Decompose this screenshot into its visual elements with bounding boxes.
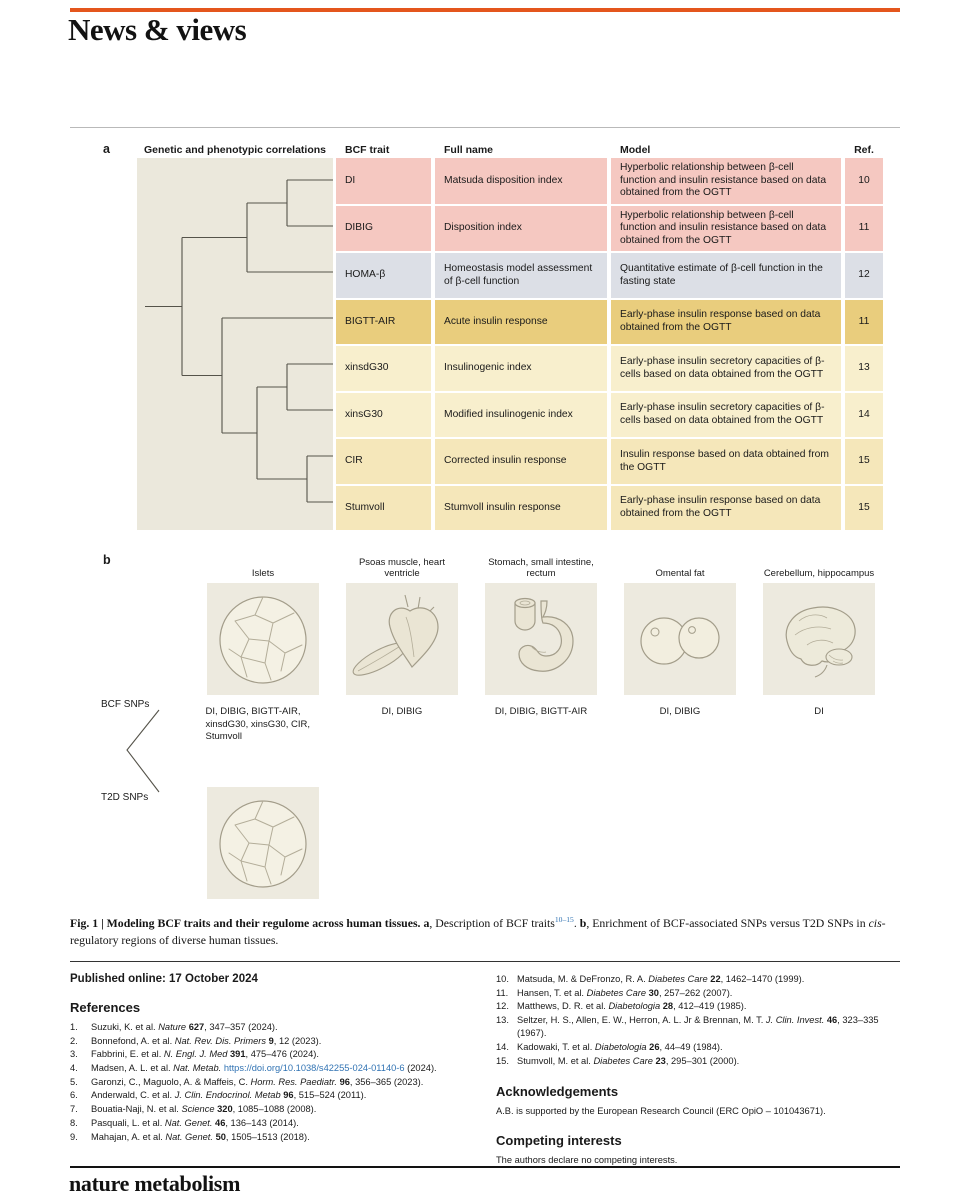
text-run: 320 (217, 1104, 233, 1115)
acknowledgements-heading: Acknowledgements (496, 1083, 619, 1099)
reference-text (91, 1063, 437, 1073)
column-header-bcf-trait: BCF trait (345, 144, 390, 156)
text-run: , Enrichment of BCF-associated SNPs versus T2D SNPs in (586, 916, 869, 930)
dendrogram-title: Genetic and phenotypic correlations (143, 144, 327, 156)
cell-full: Homeostasis model assessment of β-cell function (435, 253, 607, 298)
reference-number: 14. (496, 1041, 509, 1052)
text-run: . (573, 916, 580, 930)
table-header-row (336, 144, 883, 156)
reference-text (91, 1022, 278, 1032)
figure-panel-b (70, 552, 900, 914)
text-run: N. Engl. J. Med (163, 1049, 228, 1060)
text-run: Garonzi, C., Maguolo, A. & Maffeis, C. (91, 1076, 251, 1087)
doi-link[interactable]: https://doi.org/10.1038/s42255-024-01140-6 (223, 1063, 405, 1074)
reference-text (91, 1036, 321, 1046)
figure-panel-a (70, 139, 900, 535)
reference-text (517, 1056, 739, 1066)
text-run: Horm. Res. Paediatr. (250, 1076, 337, 1087)
cell-model: Quantitative estimate of β-cell function in the fasting state (611, 253, 841, 298)
text-run: 50 (215, 1131, 226, 1142)
text-run: , 1505–1513 (2018). (225, 1131, 310, 1142)
cell-full: Modified insulinogenic index (435, 393, 607, 438)
reference-text (517, 1015, 879, 1038)
reference-number: 2. (70, 1035, 78, 1046)
text-run: Stumvoll, M. et al. (517, 1055, 594, 1066)
reference-text (91, 1077, 423, 1087)
reference-number: 15. (496, 1055, 509, 1066)
tissue-card (346, 583, 458, 695)
section-masthead: News & views (68, 12, 247, 47)
text-run: Nat. Metab. (173, 1063, 222, 1074)
t2d-snps-label: T2D SNPs (101, 792, 149, 803)
text-run: 22 (710, 974, 721, 984)
text-run: J. Clin. Endocrinol. Metab (174, 1090, 281, 1101)
reference-text (91, 1118, 299, 1128)
published-online: Published online: 17 October 2024 (70, 973, 258, 985)
text-run: , 356–365 (2023). (349, 1076, 424, 1087)
reference-item (496, 1014, 900, 1040)
bcf-table-row (336, 206, 883, 252)
text-run: Nat. Genet. (164, 1117, 213, 1128)
tissue-column (346, 552, 458, 744)
reference-number: 13. (496, 1015, 509, 1026)
text-run: , 257–262 (2007). (658, 987, 733, 998)
tissue-traits: DI, DIBIG, BIGTT-AIR (494, 706, 588, 717)
reference-number: 6. (70, 1090, 78, 1101)
text-run: 46 (826, 1015, 838, 1026)
cell-model: Early-phase insulin secretory capacities of β-cells based on data obtained from the OGTT (611, 346, 841, 391)
tissue-column (485, 552, 597, 744)
reference-number: 7. (70, 1104, 78, 1115)
text-run: 28 (662, 1001, 674, 1012)
reference-text (517, 974, 804, 984)
references-list-left (70, 1021, 474, 1144)
figure-caption (70, 915, 898, 949)
tissue-name: Cerebellum, hippocampus (763, 568, 875, 580)
text-run: Diabetes Care (593, 1055, 653, 1066)
text-run: 30 (648, 987, 659, 998)
text-run: Bouatia-Naji, N. et al. (91, 1104, 182, 1115)
text-run: Diabetes Care (586, 987, 647, 998)
column-header-full-name: Full name (444, 144, 494, 156)
tissue-column (207, 552, 319, 744)
bcf-table-row (336, 486, 883, 531)
text-run: Hansen, T. et al. (517, 987, 587, 998)
published-rule (70, 961, 900, 962)
cell-trait: CIR (336, 439, 431, 484)
cell-ref: 10 (845, 158, 883, 204)
reference-item (496, 1055, 900, 1068)
text-run: a (423, 916, 430, 930)
back-matter-left-column (70, 973, 474, 1171)
text-run: Nat. Rev. Dis. Primers (174, 1035, 267, 1046)
text-run: , 323–335 (1967). (517, 1015, 879, 1039)
fat-icon (624, 583, 736, 695)
cell-trait: xinsdG30 (336, 346, 431, 391)
t2d-islet-card (207, 787, 319, 899)
text-run: 96 (339, 1076, 350, 1087)
reference-text (517, 1001, 746, 1011)
cell-ref: 15 (845, 486, 883, 531)
cell-model: Early-phase insulin response based on data obtained from the OGTT (611, 300, 841, 345)
cell-model: Hyperbolic relationship between β-cell function and insulin resistance based on data obtained from the OGTT (611, 158, 841, 204)
text-run: Madsen, A. L. et al. (91, 1063, 174, 1074)
citation-superscript-link[interactable]: 10–15 (554, 915, 574, 925)
reference-item (70, 1035, 474, 1048)
cell-ref: 12 (845, 253, 883, 298)
tissue-columns (207, 552, 875, 744)
islet-icon (207, 583, 319, 695)
reference-item (70, 1103, 474, 1116)
back-matter (70, 973, 900, 1171)
reference-item (70, 1062, 474, 1075)
competing-interests-heading: Competing interests (496, 1133, 622, 1148)
reference-number: 4. (70, 1063, 78, 1074)
text-run: , Description of BCF traits (429, 916, 555, 930)
text-run: Nature (158, 1022, 187, 1032)
tissue-name: Stomach, small intestine, rectum (488, 556, 594, 580)
reference-number: 12. (496, 1001, 509, 1012)
text-run: 391 (230, 1049, 246, 1060)
cell-ref: 15 (845, 439, 883, 484)
reference-text (91, 1132, 310, 1142)
text-run: b (579, 916, 587, 930)
cell-trait: DI (336, 158, 431, 204)
text-run: 96 (283, 1090, 294, 1101)
references-heading: References (70, 1000, 141, 1015)
text-run: Matsuda, M. & DeFronzo, R. A. (517, 974, 649, 984)
reference-item (496, 973, 900, 986)
bcf-table-row (336, 253, 883, 298)
text-run: J. Clin. Invest. (765, 1015, 825, 1026)
text-run: , 1462–1470 (1999). (720, 974, 805, 984)
cell-full: Acute insulin response (435, 300, 607, 345)
text-run: Nat. Genet. (165, 1131, 213, 1142)
cell-trait: xinsG30 (336, 393, 431, 438)
text-run: Mahajan, A. et al. (91, 1131, 166, 1142)
text-run: Matthews, D. R. et al. (517, 1001, 609, 1012)
reference-text (91, 1049, 319, 1059)
reference-number: 10. (496, 974, 509, 984)
tissue-traits: DI, DIBIG (381, 706, 423, 717)
cell-full: Corrected insulin response (435, 439, 607, 484)
reference-item (70, 1089, 474, 1102)
cell-model: Early-phase insulin secretory capacities of β-cells based on data obtained from the OGTT (611, 393, 841, 438)
text-run: Diabetes Care (648, 974, 708, 984)
bcf-table-row (336, 158, 883, 204)
text-run: Seltzer, H. S., Allen, E. W., Herron, A. L. Jr & Brennan, M. T. (517, 1015, 766, 1026)
text-run: Anderwald, C. et al. (91, 1090, 175, 1101)
brain-icon (763, 583, 875, 695)
tissue-name: Omental fat (655, 568, 705, 580)
cell-full: Matsuda disposition index (435, 158, 607, 204)
cell-trait: DIBIG (336, 206, 431, 252)
text-run: 9 (268, 1035, 274, 1046)
tissue-card (485, 583, 597, 695)
text-run: (2024). (404, 1063, 437, 1074)
reference-item (70, 1076, 474, 1089)
reference-item (70, 1021, 474, 1034)
cell-full: Insulinogenic index (435, 346, 607, 391)
reference-number: 3. (70, 1049, 78, 1060)
cell-ref: 11 (845, 300, 883, 345)
reference-item (496, 1041, 900, 1054)
acknowledgements-text: A.B. is supported by the European Research Council (ERC OpiO – 101043671). (496, 1105, 826, 1116)
islet-icon (207, 787, 319, 899)
text-run: , 1085–1088 (2008). (232, 1104, 317, 1115)
column-header-model: Model (620, 144, 651, 156)
reference-item (70, 1048, 474, 1061)
text-run: Fig. 1 | Modeling BCF traits and their regulome across human tissues. (70, 916, 424, 930)
dendrogram-panel (137, 158, 333, 530)
bcf-snps-label: BCF SNPs (101, 699, 150, 710)
dendrogram-tree-icon (137, 158, 333, 530)
text-run: , 475–476 (2024). (245, 1049, 319, 1060)
text-run: 23 (655, 1055, 666, 1066)
tissue-column (624, 552, 736, 744)
panel-b-label: b (103, 553, 111, 567)
bcf-table-row (336, 300, 883, 345)
reference-item (496, 1000, 900, 1013)
figure-top-rule (70, 127, 900, 128)
text-run: Pasquali, L. et al. (91, 1117, 165, 1128)
text-run: Diabetologia (594, 1041, 647, 1052)
column-header-ref: Ref. (854, 144, 874, 156)
reference-item (70, 1117, 474, 1130)
footer-rule (70, 1166, 900, 1168)
text-run: 627 (188, 1022, 205, 1032)
tissue-column (763, 552, 875, 744)
bcf-trait-table (336, 158, 883, 530)
text-run: Suzuki, K. et al. (91, 1022, 159, 1032)
cell-model: Insulin response based on data obtained from the OGTT (611, 439, 841, 484)
cell-model: Hyperbolic relationship between β-cell function and insulin resistance based on data obtained from the OGTT (611, 206, 841, 252)
reference-number: 8. (70, 1117, 78, 1128)
text-run: -regulatory regions of diverse human tissues. (70, 916, 886, 947)
cell-trait: Stumvoll (336, 486, 431, 531)
snp-branch-lines-icon (125, 708, 163, 794)
references-list-right (496, 973, 900, 1068)
cell-ref: 13 (845, 346, 883, 391)
text-run: Kadowaki, T. et al. (517, 1041, 595, 1052)
tissue-card (763, 583, 875, 695)
reference-text (517, 1042, 723, 1052)
text-run: , 136–143 (2014). (225, 1117, 299, 1128)
journal-brand: nature metabolism (69, 1171, 241, 1196)
bcf-table-row (336, 393, 883, 438)
text-run: Bonnefond, A. et al. (91, 1035, 175, 1046)
bcf-table-row (336, 439, 883, 484)
reference-text (91, 1104, 316, 1114)
cell-full: Disposition index (435, 206, 607, 252)
text-run: , 44–49 (1984). (659, 1041, 723, 1052)
text-run: cis (868, 916, 882, 930)
cell-ref: 14 (845, 393, 883, 438)
text-run: Science (181, 1104, 215, 1115)
tissue-traits: DI, DIBIG, BIGTT-AIR, xinsdG30, xinsG30, CIR, Stumvoll (205, 706, 311, 743)
tissue-card (207, 583, 319, 695)
text-run: Fabbrini, E. et al. (91, 1049, 164, 1060)
cell-trait: HOMA-β (336, 253, 431, 298)
tissue-traits: DI, DIBIG (659, 706, 701, 717)
tissue-traits: DI (814, 706, 824, 717)
text-run: , 295–301 (2000). (665, 1055, 740, 1066)
reference-number: 1. (70, 1022, 78, 1032)
reference-text (517, 988, 732, 998)
tissue-card (624, 583, 736, 695)
reference-number: 11. (496, 987, 509, 998)
panel-a-label: a (103, 142, 110, 156)
reference-number: 5. (70, 1076, 78, 1087)
text-run: , 515–524 (2011). (293, 1090, 367, 1101)
reference-item (70, 1131, 474, 1144)
competing-interests-text: The authors declare no competing interests. (496, 1155, 678, 1165)
bcf-table-row (336, 346, 883, 391)
cell-ref: 11 (845, 206, 883, 252)
tissue-name: Islets (251, 568, 275, 580)
tissue-name: Psoas muscle, heart ventricle (358, 556, 446, 580)
reference-text (91, 1090, 366, 1100)
text-run: 26 (649, 1041, 660, 1052)
cell-full: Stumvoll insulin response (435, 486, 607, 531)
back-matter-right-column (496, 973, 900, 1171)
stomach-icon (485, 583, 597, 695)
text-run: , 412–419 (1985). (673, 1001, 747, 1012)
cell-model: Early-phase insulin response based on data obtained from the OGTT (611, 486, 841, 531)
text-run: Diabetologia (608, 1001, 661, 1012)
cell-trait: BIGTT-AIR (336, 300, 431, 345)
reference-number: 9. (70, 1131, 78, 1142)
text-run: 46 (215, 1117, 226, 1128)
reference-item (496, 987, 900, 1000)
text-run: , 12 (2023). (273, 1035, 322, 1046)
text-run: , 347–357 (2024). (204, 1022, 278, 1032)
heart-icon (346, 583, 458, 695)
